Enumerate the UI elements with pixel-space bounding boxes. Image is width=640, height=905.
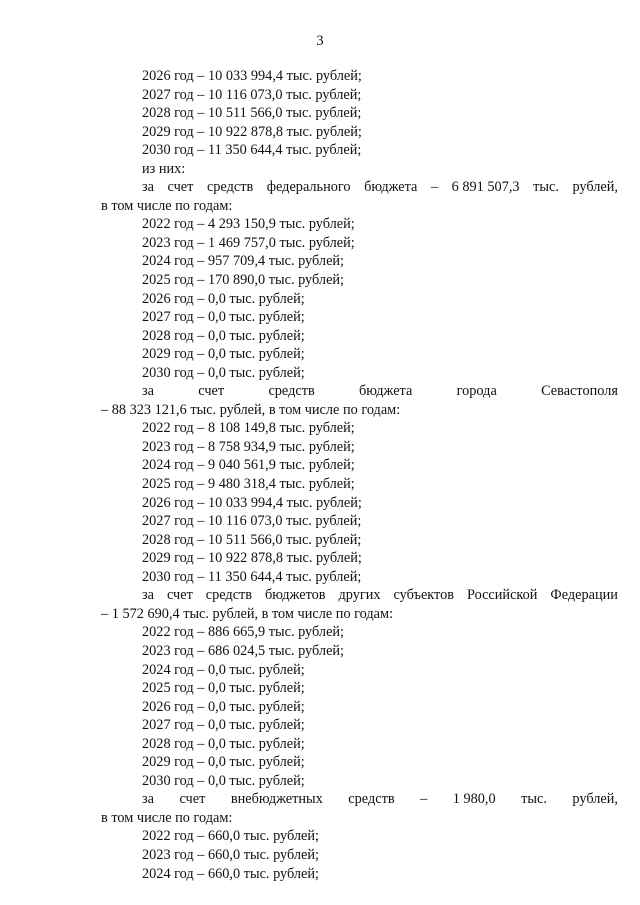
word: бюджета <box>364 179 418 196</box>
word: 1 980,0 <box>452 791 496 808</box>
text-line: 2022 год – 4 293 150,9 тыс. рублей; <box>142 216 355 233</box>
word: счет <box>167 179 194 196</box>
text-line: в том числе по годам: <box>101 197 233 214</box>
text-line: 2025 год – 170 890,0 тыс. рублей; <box>142 272 345 289</box>
word: бюджета <box>359 383 413 400</box>
text-line: 2026 год – 10 033 994,4 тыс. рублей; <box>142 494 362 511</box>
page-number: 3 <box>316 33 324 49</box>
word: за <box>142 383 154 400</box>
word: средств <box>205 587 253 604</box>
text-line: 2027 год – 0,0 тыс. рублей; <box>142 717 305 734</box>
text-line: 2023 год – 8 758 934,9 тыс. рублей; <box>142 438 355 455</box>
text-line: 2026 год – 0,0 тыс. рублей; <box>142 698 305 715</box>
word: 6 891 507,3 <box>451 179 520 196</box>
word: средств <box>348 791 395 808</box>
sevastopol-budget-line <box>118 382 618 401</box>
text-line: 2030 год – 0,0 тыс. рублей; <box>142 364 305 381</box>
word: – <box>420 791 428 808</box>
text-line: в том числе по годам: <box>101 809 233 826</box>
word: Севастополя <box>541 383 618 400</box>
text-line: 2025 год – 0,0 тыс. рублей; <box>142 680 305 697</box>
word: Федерации <box>550 587 618 604</box>
word: счет <box>166 587 193 604</box>
word: рублей, <box>572 791 618 808</box>
text-line: 2024 год – 9 040 561,9 тыс. рублей; <box>142 457 355 474</box>
word: бюджетов <box>265 587 326 604</box>
text-line: 2022 год – 8 108 149,8 тыс. рублей; <box>142 420 355 437</box>
text-line: 2024 год – 660,0 тыс. рублей; <box>142 865 320 882</box>
text-line: 2030 год – 11 350 644,4 тыс. рублей; <box>142 568 362 585</box>
word: субъектов <box>393 587 455 604</box>
text-line: – 1 572 690,4 тыс. рублей, в том числе по годам: <box>101 605 394 622</box>
text-line: 2028 год – 0,0 тыс. рублей; <box>142 327 305 344</box>
text-line: 2027 год – 10 116 073,0 тыс. рублей; <box>142 513 362 530</box>
word: рублей, <box>572 179 618 196</box>
word: счет <box>198 383 225 400</box>
text-line: 2024 год – 0,0 тыс. рублей; <box>142 661 305 678</box>
text-line: 2028 год – 10 511 566,0 тыс. рублей; <box>142 105 362 122</box>
text-line: 2028 год – 10 511 566,0 тыс. рублей; <box>142 531 362 548</box>
text-line: 2029 год – 0,0 тыс. рублей; <box>142 346 305 363</box>
subjects-budget-line <box>118 586 618 605</box>
word: города <box>456 383 497 400</box>
word: за <box>142 179 154 196</box>
text-line: – 88 323 121,6 тыс. рублей, в том числе по годам: <box>101 401 401 418</box>
word: тыс. <box>533 179 559 196</box>
text-line: 2023 год – 686 024,5 тыс. рублей; <box>142 642 345 659</box>
document-body <box>101 67 618 883</box>
word: средств <box>206 179 254 196</box>
text-line: 2023 год – 1 469 757,0 тыс. рублей; <box>142 234 355 251</box>
word: – <box>430 179 439 196</box>
word: за <box>142 587 154 604</box>
text-line: 2022 год – 886 665,9 тыс. рублей; <box>142 624 345 641</box>
word: за <box>142 791 154 808</box>
word: средств <box>268 383 315 400</box>
text-line: 2022 год – 660,0 тыс. рублей; <box>142 828 320 845</box>
text-line: 2024 год – 957 709,4 тыс. рублей; <box>142 253 345 270</box>
text-line: 2023 год – 660,0 тыс. рублей; <box>142 846 320 863</box>
text-line: 2028 год – 0,0 тыс. рублей; <box>142 735 305 752</box>
word: федерального <box>266 179 351 196</box>
text-line: 2027 год – 10 116 073,0 тыс. рублей; <box>142 86 362 103</box>
text-line: 2030 год – 11 350 644,4 тыс. рублей; <box>142 142 362 159</box>
offbudget-line <box>118 790 618 809</box>
text-line: 2029 год – 10 922 878,8 тыс. рублей; <box>142 123 362 140</box>
text-line: 2026 год – 0,0 тыс. рублей; <box>142 290 305 307</box>
text-line: 2030 год – 0,0 тыс. рублей; <box>142 772 305 789</box>
word: других <box>338 587 381 604</box>
text-line: из них: <box>142 160 186 177</box>
word: внебюджетных <box>230 791 323 808</box>
text-line: 2025 год – 9 480 318,4 тыс. рублей; <box>142 476 355 493</box>
federal-budget-line <box>118 178 618 197</box>
word: счет <box>179 791 206 808</box>
word: Российской <box>466 587 538 604</box>
text-line: 2029 год – 0,0 тыс. рублей; <box>142 754 305 771</box>
text-line: 2027 год – 0,0 тыс. рублей; <box>142 309 305 326</box>
word: тыс. <box>521 791 547 808</box>
text-line: 2029 год – 10 922 878,8 тыс. рублей; <box>142 550 362 567</box>
text-line: 2026 год – 10 033 994,4 тыс. рублей; <box>142 68 362 84</box>
